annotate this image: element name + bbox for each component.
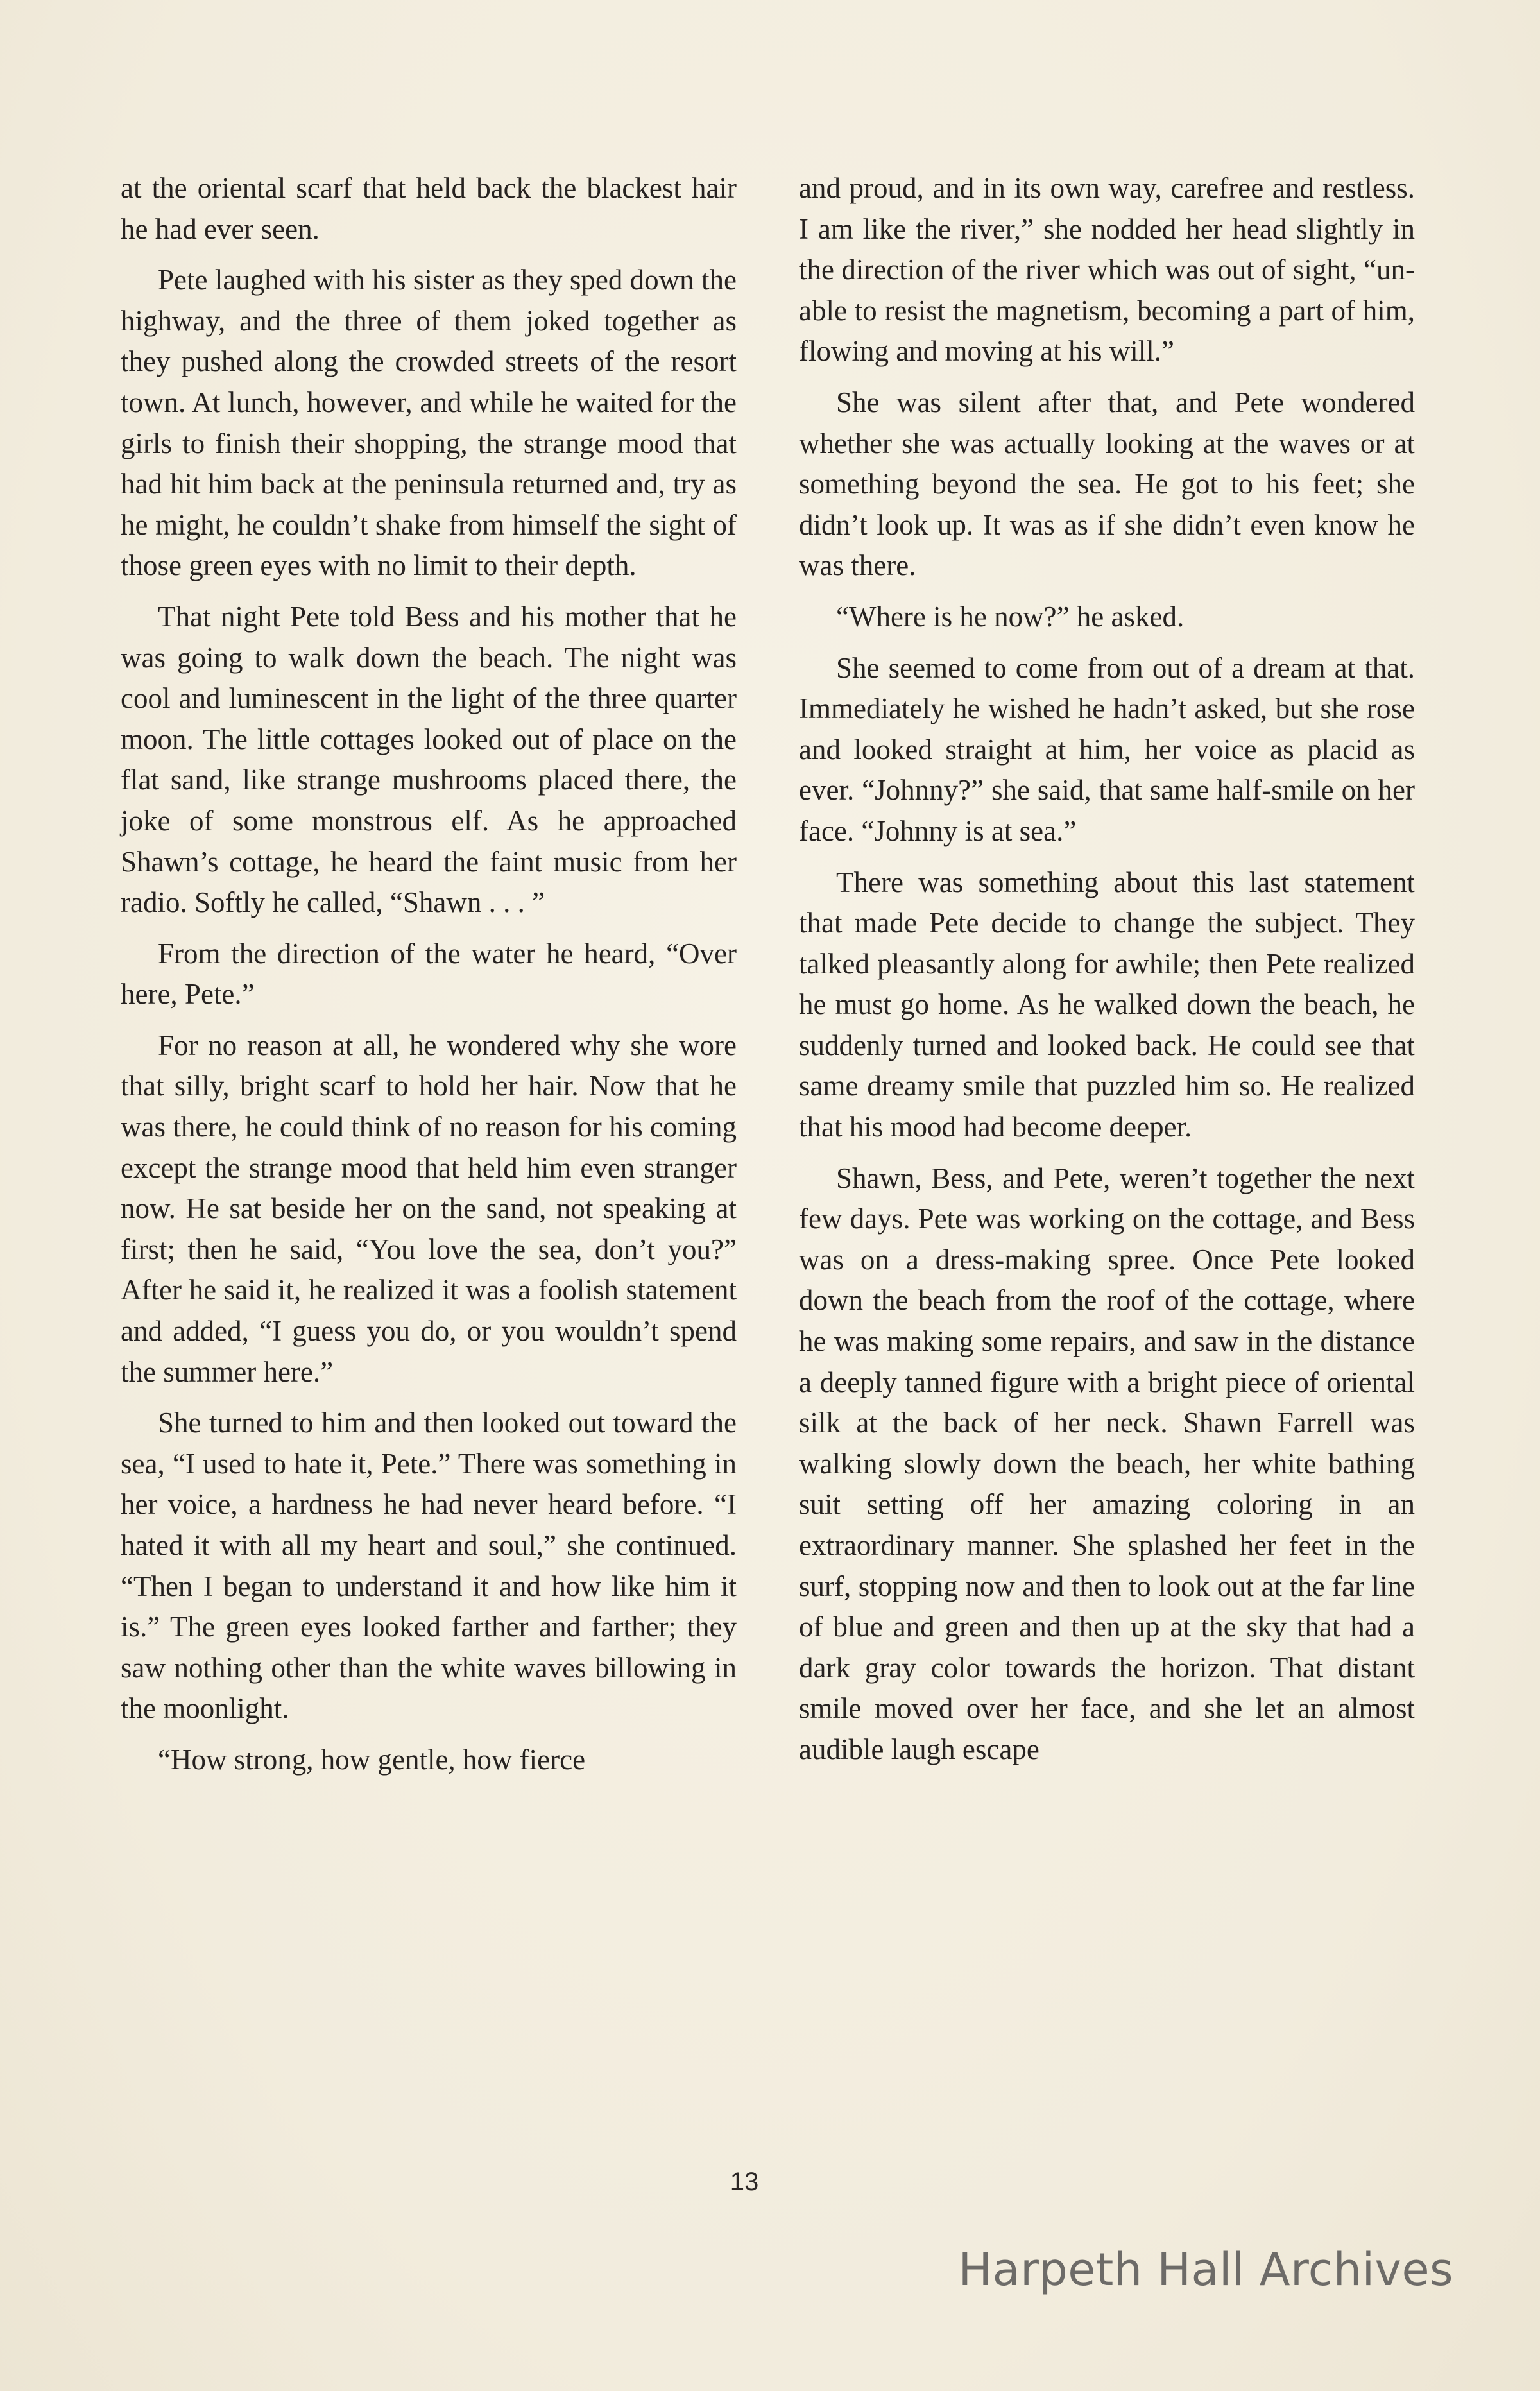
paragraph: She was silent after that, and Pete wondered whether she was actually looking at the waves or at something beyond the sea. He got to his feet; she didn’t look up. It was as if she didn’t even know he was there. [799,386,1415,582]
paragraph: She turned to him and then looked out toward the sea, “I used to hate it, Pete.” There was something in her voice, a hardness he had never heard before. “I hated it with all my heart and soul,” she continued. “Then I began to understand it and how like him it is.” The green eyes looked farther and farther; they saw nothing other than the white waves billowing in the moonlight. [121,1407,737,1725]
paragraph: and proud, and in its own way, carefree and restless. I am like the river,” she nodded her head slightly in the direction of the river which was out of sight, “unable to resist the magnetism, becoming a part of him, flowing and moving at his will.” [799,172,1415,368]
right-text-column [799,168,1415,1781]
paragraph: That night Pete told Bess and his mother that he was going to walk down the beach. The night was cool and luminescent in the light of the three quarter moon. The little cottages looked out of place on the flat sand, like strange mushrooms placed there, the joke of some monstrous elf. As he approached Shawn’s cottage, he heard the faint music from her radio. Softly he called, “Shawn . . . ” [121,600,737,919]
paragraph: She seemed to come from out of a dream at that. Immediately he wished he hadn’t asked, but she rose and looked straight at him, her voice as placid as ever. “Johnny?” she said, that same half-smile on her face. “Johnny is at sea.” [799,651,1415,847]
archive-watermark: Harpeth Hall Archives [958,2243,1453,2296]
page-number: 13 [730,2168,759,2196]
paragraph: Pete laughed with his sister as they sped down the highway, and the three of them joked together as they pushed along the crowded streets of the resort town. At lunch, however, and while he waited for the girls to finish their shopping, the strange mood that had hit him back at the peninsula returned and, try as he might, he couldn’t shake from himself the sight of those green eyes with no limit to their depth. [121,264,737,582]
paragraph: at the oriental scarf that held back the blackest hair he had ever seen. [121,172,737,245]
paragraph: From the direction of the water he heard, “Over here, Pete.” [121,937,737,1011]
paragraph: For no reason at all, he wondered why she wore that silly, bright scarf to hold her hair. Now that he was there, he could think of no reason for his coming except the strange mood that held him even stranger now. He sat beside her on the sand, not speaking at first; then he said, “You love the sea, don’t you?” After he said it, he realized it was a foolish statement and added, “I guess you do, or you wouldn’t spend the summer here.” [121,1029,737,1388]
paragraph: Shawn, Bess, and Pete, weren’t together the next few days. Pete was working on the cottage, and Bess was on a dress-making spree. Once Pete looked down the beach from the roof of the cottage, where he was making some repairs, and saw in the distance a deeply tanned figure with a bright piece of oriental silk at the back of her neck. Shawn Farrell was walking slowly down the beach, her white bathing suit setting off her amazing coloring in an extraordinary manner. She splashed her feet in the surf, stopping now and then to look out at the far line of blue and green and then up at the sky that had a dark gray color towards the horizon. That distant smile moved over her face, and she let an almost audible laugh escape [799,1161,1415,1765]
paragraph: “How strong, how gentle, how fierce [158,1743,586,1776]
left-text-column [121,168,737,1791]
paragraph: “Where is he now?” he asked. [836,600,1185,633]
paragraph: There was something about this last statement that made Pete decide to change the subject. They talked pleasantly along for awhile; then Pete realized he must go home. As he walked down the beach, he suddenly turned and looked back. He could see that same dreamy smile that puzzled him so. He realized that his mood had become deeper. [799,866,1415,1144]
